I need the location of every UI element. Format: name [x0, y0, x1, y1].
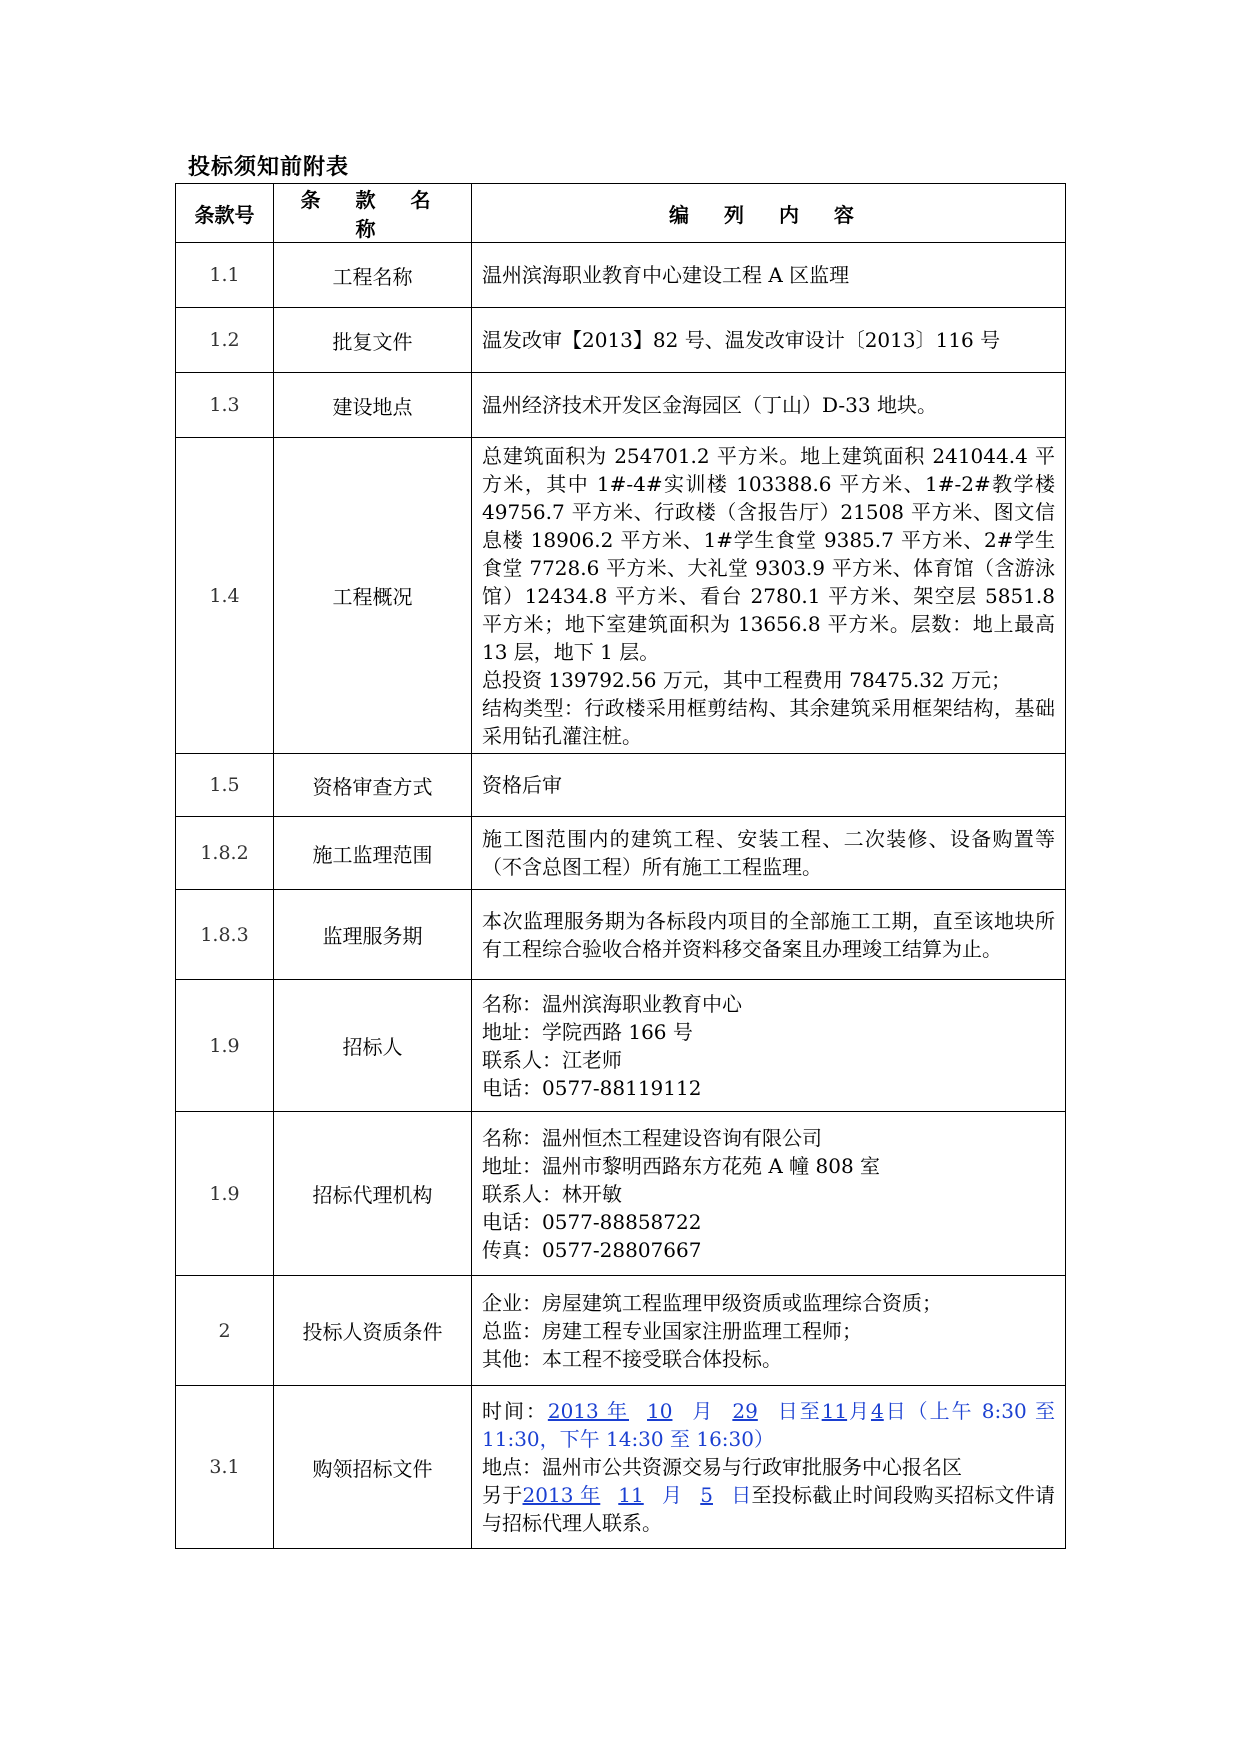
clause-no: 1.2 — [176, 308, 274, 373]
table-row — [176, 754, 1066, 817]
clause-no: 2 — [176, 1276, 274, 1386]
table-header-row — [176, 184, 1066, 243]
content-line: 地址：学院西路 166 号 — [482, 1019, 693, 1044]
header-clause-no: 条款号 — [176, 184, 274, 243]
content-line: 地址：温州市黎明西路东方花苑 A 幢 808 室 — [482, 1153, 881, 1178]
time-from: 日至 — [775, 1399, 822, 1423]
clause-no: 1.9 — [176, 980, 274, 1112]
clause-no: 1.4 — [176, 438, 274, 754]
content-line: 电话：0577-88119112 — [482, 1075, 702, 1100]
table-row — [176, 1276, 1066, 1386]
clause-content — [472, 1386, 1066, 1549]
other-sale-line — [482, 1481, 1055, 1537]
other-month: 11 — [618, 1483, 644, 1507]
clause-name: 工程概况 — [274, 438, 472, 754]
clause-name: 建设地点 — [274, 373, 472, 438]
other-year: 2013 年 — [522, 1483, 601, 1507]
clause-content — [472, 1276, 1066, 1386]
content-line: 电话：0577-88858722 — [482, 1209, 702, 1234]
other-day: 5 — [700, 1483, 713, 1507]
clause-content — [472, 1112, 1066, 1276]
content-line: 结构类型：行政楼采用框剪结构、其余建筑采用框架结构，基础采用钻孔灌注桩。 — [482, 695, 1055, 748]
content-line: 资格后审 — [482, 773, 562, 797]
bid-notice-table — [175, 183, 1066, 1549]
clause-no: 1.1 — [176, 243, 274, 308]
content-line: 温州滨海职业教育中心建设工程 A 区监理 — [482, 263, 850, 287]
time-hours: 日（上午 8:30 至 11:30，下午 14:30 至 16:30） — [482, 1399, 1056, 1451]
clause-name: 监理服务期 — [274, 890, 472, 980]
time-label: 时间： — [482, 1399, 548, 1423]
table-row — [176, 243, 1066, 308]
clause-no: 3.1 — [176, 1386, 274, 1549]
time-year: 2013 年 — [547, 1399, 629, 1423]
time-to-day: 4 — [871, 1399, 884, 1423]
table-row — [176, 1386, 1066, 1549]
clause-name: 购领招标文件 — [274, 1386, 472, 1549]
clause-name: 批复文件 — [274, 308, 472, 373]
table-row — [176, 308, 1066, 373]
clause-content — [472, 438, 1066, 754]
clause-content — [472, 243, 1066, 308]
table-row — [176, 817, 1066, 890]
content-line: 企业：房屋建筑工程监理甲级资质或监理综合资质； — [482, 1290, 942, 1315]
content-line: 总投资 139792.56 万元，其中工程费用 78475.32 万元； — [482, 667, 1012, 692]
clause-name: 资格审查方式 — [274, 754, 472, 817]
clause-name: 施工监理范围 — [274, 817, 472, 890]
clause-no: 1.8.2 — [176, 817, 274, 890]
time-to-month: 11 — [821, 1399, 848, 1423]
clause-content — [472, 373, 1066, 438]
time-month: 10 — [647, 1399, 673, 1423]
content-line: 名称：温州滨海职业教育中心 — [482, 991, 742, 1016]
other-prefix: 另于 — [482, 1483, 523, 1507]
page-title: 投标须知前附表 — [188, 155, 350, 180]
clause-content — [472, 308, 1066, 373]
other-day-unit: 日 — [730, 1483, 752, 1507]
sale-time-line — [482, 1397, 1055, 1453]
content-line: 总建筑面积为 254701.2 平方米。地上建筑面积 241044.4 平方米，其中 1#-4#实训楼 103388.6 平方米、1#-2#教学楼 49756.7 平方米、行政楼（含报告厅）21508 平方米、图文信息楼 18906.2 平方米、1#学生食堂 9385.7 平方米、2#学生食堂 7728.6 平方米、大礼堂 9303.9 平方米、体育馆（含游泳馆）12434.8 平方米、看台 2780.1 平方米、架空层 5851.8 平方米；地下室建筑面积为 13656.8 平方米。层数：地上最高 13 层，地下 1 层。 — [482, 443, 1055, 664]
header-clause-name: 条 款 名 称 — [274, 184, 472, 243]
clause-content — [472, 754, 1066, 817]
table-row — [176, 373, 1066, 438]
sale-place-line: 地点：温州市公共资源交易与行政审批服务中心报名区 — [482, 1455, 962, 1479]
content-line: 本次监理服务期为各标段内项目的全部施工工期，直至该地块所有工程综合验收合格并资料移交备案且办理竣工结算为止。 — [482, 908, 1055, 961]
clause-content — [472, 890, 1066, 980]
clause-no: 1.8.3 — [176, 890, 274, 980]
clause-no: 1.3 — [176, 373, 274, 438]
other-suffix: 至投标截止时间段购买招标文件请与招标代理人联系。 — [482, 1483, 1056, 1535]
content-line: 联系人：江老师 — [482, 1047, 622, 1072]
clause-name: 招标代理机构 — [274, 1112, 472, 1276]
clause-name: 工程名称 — [274, 243, 472, 308]
clause-name: 招标人 — [274, 980, 472, 1112]
content-line: 其他：本工程不接受联合体投标。 — [482, 1346, 782, 1371]
table-row — [176, 1112, 1066, 1276]
clause-no: 1.9 — [176, 1112, 274, 1276]
table-row — [176, 980, 1066, 1112]
clause-no: 1.5 — [176, 754, 274, 817]
other-month-unit: 月 — [661, 1483, 683, 1507]
content-line: 联系人：林开敏 — [482, 1181, 622, 1206]
clause-content — [472, 817, 1066, 890]
content-line: 名称：温州恒杰工程建设咨询有限公司 — [482, 1125, 822, 1150]
content-line: 温发改审【2013】82 号、温发改审设计〔2013〕116 号 — [482, 328, 1001, 352]
table-row — [176, 438, 1066, 754]
content-line: 传真：0577-28807667 — [482, 1237, 702, 1262]
time-month-unit: 月 — [690, 1399, 715, 1423]
clause-name: 投标人资质条件 — [274, 1276, 472, 1386]
header-content: 编 列 内 容 — [472, 184, 1066, 243]
table-row — [176, 890, 1066, 980]
content-line: 总监：房建工程专业国家注册监理工程师； — [482, 1318, 862, 1343]
content-line: 温州经济技术开发区金海园区（丁山）D-33 地块。 — [482, 393, 937, 417]
content-line: 施工图范围内的建筑工程、安装工程、二次装修、设备购置等（不含总图工程）所有施工工程监理。 — [482, 827, 1055, 879]
time-day: 29 — [732, 1399, 758, 1423]
clause-content — [472, 980, 1066, 1112]
time-to-month-unit: 月 — [847, 1399, 872, 1423]
